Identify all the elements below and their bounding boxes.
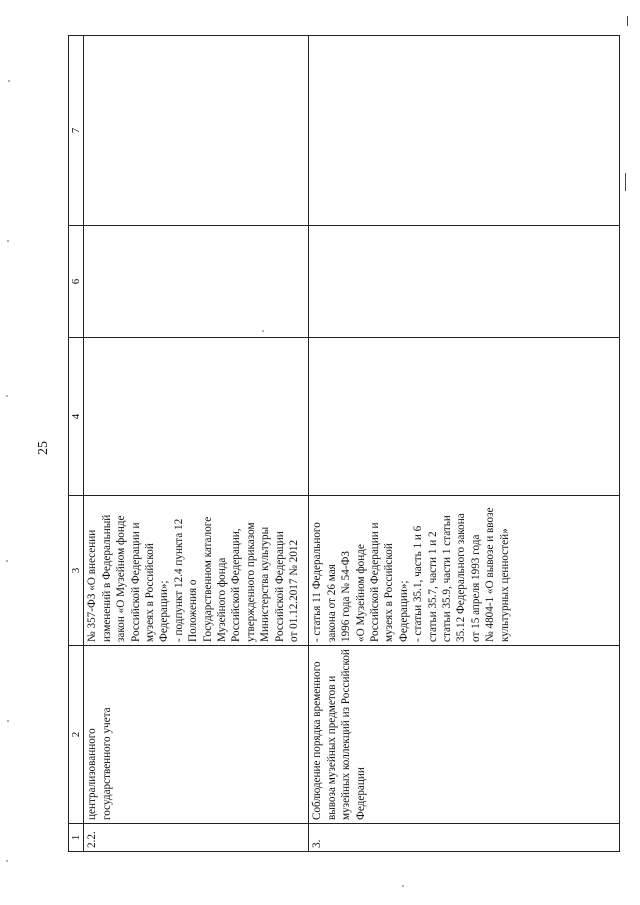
legal-acts-cell [309, 496, 620, 646]
legal-act-line: утвержденного приказом [244, 522, 257, 642]
legal-act-line: закона от 26 мая [325, 564, 338, 642]
legal-act-line: - статья 11 Федерального [311, 522, 324, 642]
requirement-line: вывоза музейных предметов и [325, 675, 338, 820]
empty-cell [84, 338, 309, 496]
legal-act-line: музеях в Российской [144, 543, 157, 642]
legal-act-line: культурных ценностей» [498, 528, 511, 642]
scan-speck [7, 720, 9, 722]
row-number: 2.2. [84, 824, 309, 852]
header-cell-4: 4 [69, 338, 84, 496]
page-number: 25 [36, 441, 51, 455]
legal-act-line: № 357-ФЗ «О внесении [86, 529, 99, 642]
scan-speck [8, 80, 10, 82]
legal-act-line: Музейного фонда [216, 557, 229, 642]
legal-act-line: от 15 апреля 1993 года [469, 534, 482, 642]
legal-act-line: - статьи 35.1, часть 1 и 6 [412, 525, 425, 642]
legal-act-line: закон «О Музейном фонде [115, 515, 128, 642]
scan-speck [7, 240, 9, 242]
document-table [68, 35, 620, 852]
legal-act-line: Российской Федерации [273, 531, 286, 642]
legal-acts-cell [84, 496, 309, 646]
requirement-cell [84, 646, 309, 824]
empty-cell [309, 36, 620, 226]
legal-act-line: Российской Федерации и [129, 522, 142, 642]
empty-cell [309, 338, 620, 496]
legal-act-line: Государственном каталоге [201, 516, 214, 642]
legal-act-line: 1996 года № 54-ФЗ [340, 550, 353, 642]
rotated-table-container [68, 36, 632, 852]
header-cell-1: 1 [69, 824, 84, 852]
legal-act-line: - подпункт 12.4 пункта 12 [172, 518, 185, 642]
header-cell-3: 3 [69, 496, 84, 646]
legal-act-line: № 4804-1 «О вывозе и ввозе [484, 507, 497, 642]
scan-speck [6, 560, 8, 562]
legal-act-line: Положения о [187, 579, 200, 642]
table-row [84, 36, 309, 852]
table-header-row [69, 36, 84, 852]
legal-act-line: от 01.12.2017 № 2012 [288, 539, 301, 642]
legal-act-line: 35.12 Федерального закона [455, 513, 468, 642]
requirement-cell [309, 646, 620, 824]
requirement-line: централизованного [86, 728, 99, 820]
header-cell-7: 7 [69, 36, 84, 226]
legal-act-line: статьи 35.9, части 1 статьи [441, 515, 454, 642]
legal-act-line: Российской Федерации, [230, 528, 243, 642]
requirement-line: Федерации [354, 767, 367, 820]
header-cell-2: 2 [69, 646, 84, 824]
legal-act-line: Федерации»; [158, 580, 171, 642]
row-number: 3. [309, 824, 620, 852]
requirement-line: Соблюдение порядка временного [311, 661, 324, 820]
scan-speck [402, 885, 404, 887]
empty-cell [84, 226, 309, 338]
legal-act-line: Министерства культуры [259, 526, 272, 642]
legal-act-line: Российской Федерации и [369, 522, 382, 642]
legal-act-line: «О Музейном фонде [354, 544, 367, 642]
legal-act-line: Федерации»; [397, 580, 410, 642]
legal-act-line: изменений в Федеральный [100, 514, 113, 642]
requirement-line: государственного учета [100, 707, 113, 820]
margin-mark-top [627, 16, 628, 26]
empty-cell [84, 36, 309, 226]
scan-speck [6, 860, 8, 862]
header-cell-6: 6 [69, 226, 84, 338]
table-row [309, 36, 620, 852]
requirement-line: музейных коллекций из Российской [340, 649, 353, 820]
empty-cell [309, 226, 620, 338]
scan-speck [6, 395, 8, 397]
legal-act-line: музеях в Российской [383, 543, 396, 642]
legal-act-line: статьи 35.7, части 1 и 2 [426, 531, 439, 642]
